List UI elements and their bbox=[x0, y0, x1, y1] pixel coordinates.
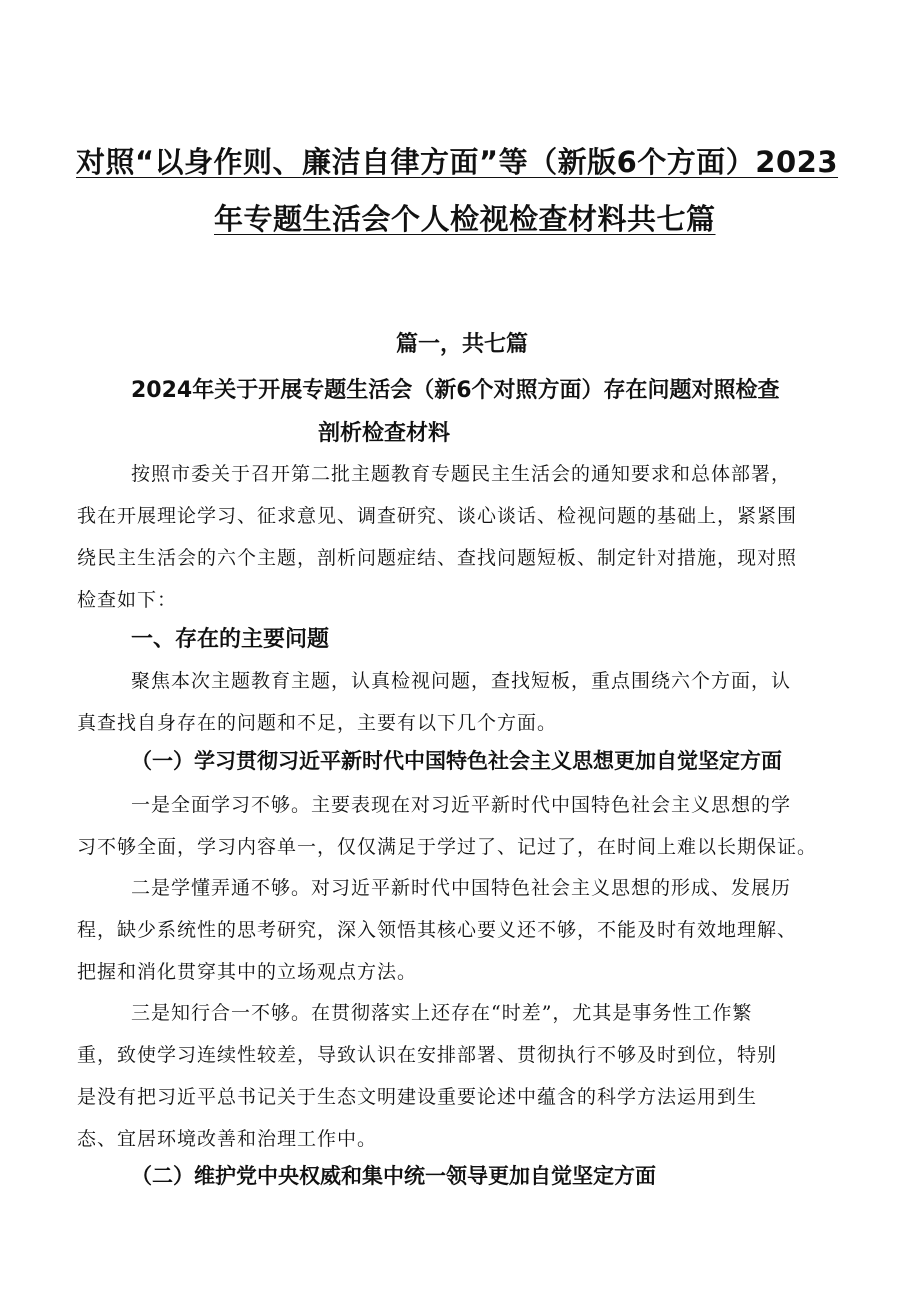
document-title-line-1: 对照“以身作则、廉洁自律方面”等（新版6个方面）2023 bbox=[76, 145, 839, 179]
point1-paragraph-line: 一是全面学习不够。主要表现在对习近平新时代中国特色社会主义思想的学 bbox=[131, 794, 792, 816]
point1-paragraph-line: 习不够全面，学习内容单一，仅仅满足于学过了、记过了，在时间上难以长期保证。 bbox=[77, 836, 818, 858]
heading-section-1: （一）学习贯彻习近平新时代中国特色社会主义思想更加自觉坚定方面 bbox=[131, 749, 782, 773]
point2-paragraph-line: 把握和消化贯穿其中的立场观点方法。 bbox=[77, 961, 418, 983]
point2-paragraph-line: 程，缺少系统性的思考研究，深入领悟其核心要义还不够，不能及时有效地理解、 bbox=[77, 919, 798, 941]
focus-paragraph-line: 真查找自身存在的问题和不足，主要有以下几个方面。 bbox=[77, 712, 558, 734]
point3-paragraph-line: 三是知行合一不够。在贯彻落实上还存在“时差”，尤其是事务性工作繁 bbox=[131, 1002, 753, 1024]
focus-paragraph-line: 聚焦本次主题教育主题，认真检视问题，查找短板，重点围绕六个方面，认 bbox=[131, 670, 792, 692]
intro-paragraph-line: 绕民主生活会的六个主题，剖析问题症结、查找问题短板、制定针对措施，现对照 bbox=[77, 547, 798, 569]
section-label: 篇一，共七篇 bbox=[396, 332, 529, 357]
article-subtitle-line-2: 剖析检查材料 bbox=[318, 421, 451, 446]
heading-main-problems: 一、存在的主要问题 bbox=[131, 627, 330, 652]
intro-paragraph-line: 按照市委关于召开第二批主题教育专题民主生活会的通知要求和总体部署， bbox=[131, 463, 792, 485]
intro-paragraph-line: 我在开展理论学习、征求意见、调查研究、谈心谈话、检视问题的基础上，紧紧围 bbox=[77, 505, 798, 527]
point2-paragraph-line: 二是学懂弄通不够。对习近平新时代中国特色社会主义思想的形成、发展历 bbox=[131, 877, 792, 899]
point3-paragraph-line: 重，致使学习连续性较差，导致认识在安排部署、贯彻执行不够及时到位，特别 bbox=[77, 1044, 778, 1066]
intro-paragraph-line: 检查如下： bbox=[77, 589, 178, 611]
point3-paragraph-line: 是没有把习近平总书记关于生态文明建设重要论述中蕴含的科学方法运用到生 bbox=[77, 1086, 758, 1108]
point3-paragraph-line: 态、宜居环境改善和治理工作中。 bbox=[77, 1128, 378, 1150]
document-title-line-2: 年专题生活会个人检视检查材料共七篇 bbox=[214, 202, 716, 236]
heading-section-2: （二）维护党中央权威和集中统一领导更加自觉坚定方面 bbox=[131, 1164, 656, 1188]
article-subtitle-line-1: 2024年关于开展专题生活会（新6个对照方面）存在问题对照检查 bbox=[131, 378, 780, 403]
